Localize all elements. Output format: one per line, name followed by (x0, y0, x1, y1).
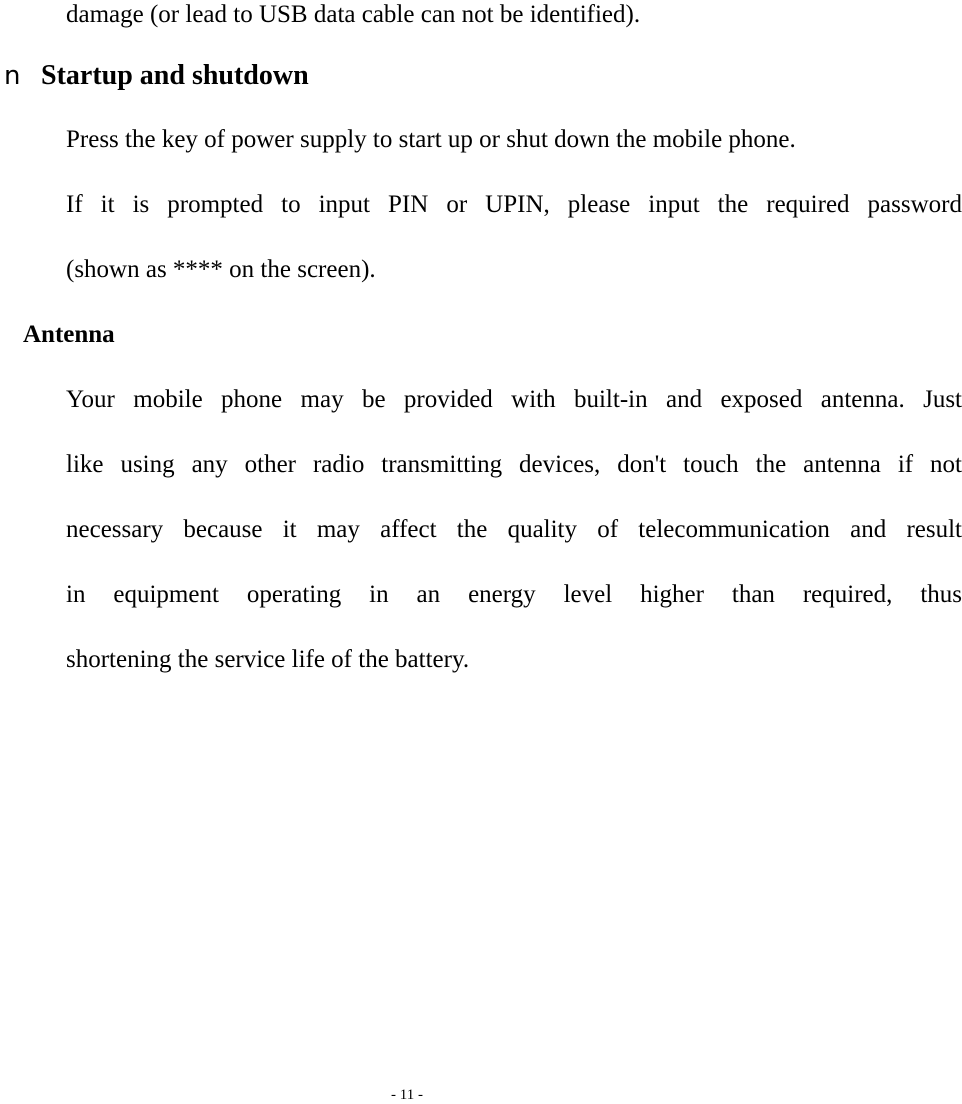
antenna-paragraph-line: shortening the service life of the battery. (66, 646, 470, 673)
page-number: - 11 - (391, 1087, 423, 1103)
startup-paragraph-line: If it is prompted to input PIN or UPIN, please input the required password (66, 191, 962, 218)
antenna-paragraph-line: necessary because it may affect the quality of telecommunication and result (66, 516, 962, 543)
antenna-paragraph-line: in equipment operating in an energy level higher than required, thus (66, 581, 962, 608)
section-heading-antenna: Antenna (23, 321, 115, 348)
bullet-marker-icon: n (4, 61, 21, 91)
section-heading-startup: Startup and shutdown (41, 60, 309, 91)
startup-paragraph-line: Press the key of power supply to start up or shut down the mobile phone. (66, 126, 796, 153)
antenna-paragraph-line: Your mobile phone may be provided with built-in and exposed antenna. Just (66, 386, 962, 413)
continuation-text: damage (or lead to USB data cable can not be identified). (66, 1, 641, 28)
startup-paragraph-line: (shown as **** on the screen). (66, 256, 376, 283)
antenna-paragraph-line: like using any other radio transmitting devices, don't touch the antenna if not (66, 451, 962, 478)
